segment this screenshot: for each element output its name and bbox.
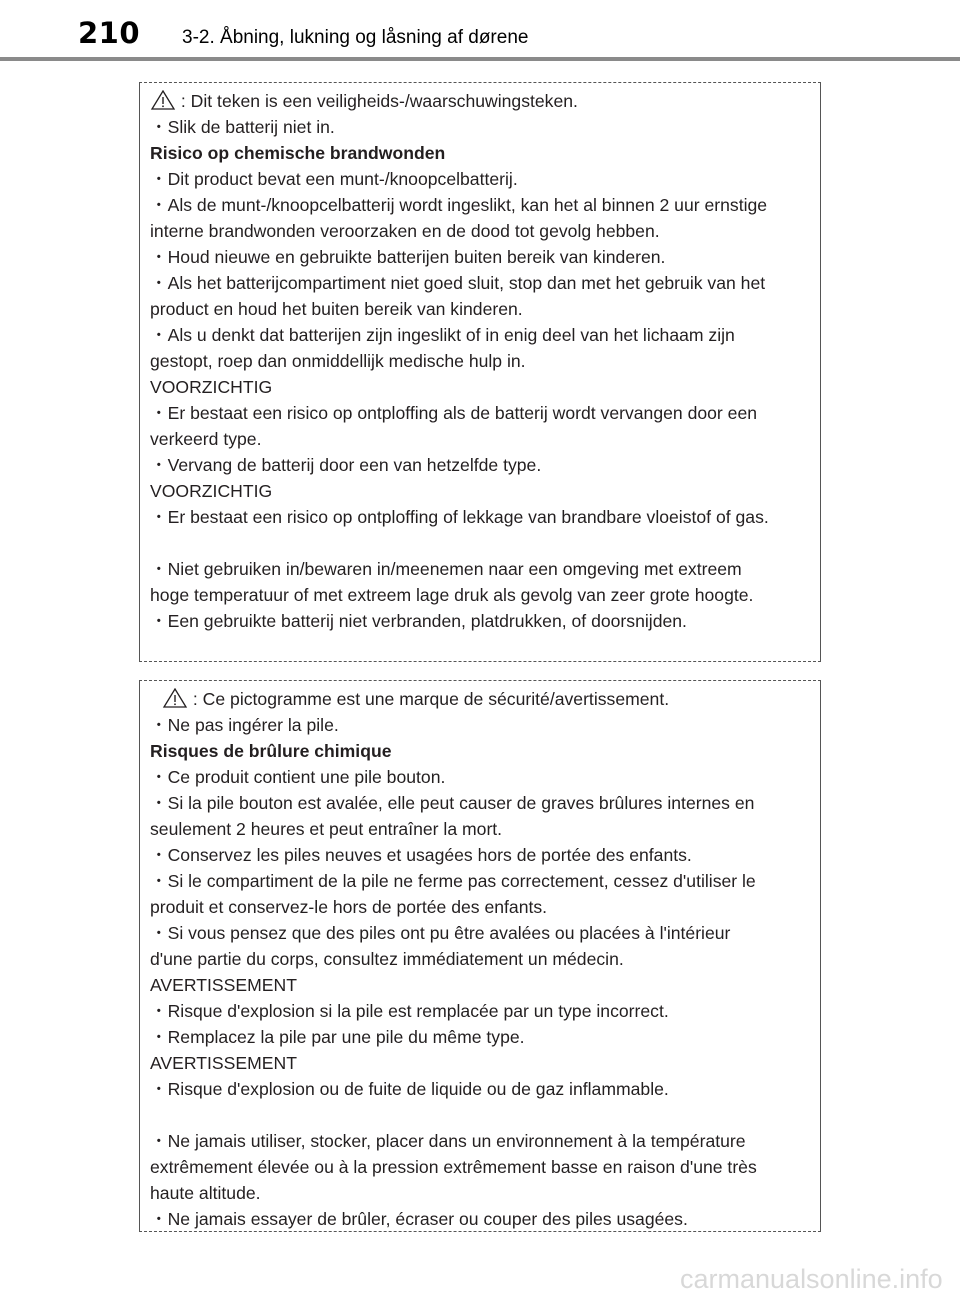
text-line: ・Ne jamais utiliser, stocker, placer dans un environnement à la température <box>150 1131 746 1151</box>
warning-triangle-icon <box>150 90 176 110</box>
page-header <box>0 0 960 62</box>
text-line: ・Een gebruikte batterij niet verbranden, platdrukken, of doorsnijden. <box>150 611 687 631</box>
text-line: ・Er bestaat een risico op ontploffing als de batterij wordt vervangen door een <box>150 403 758 423</box>
box-bottom-border <box>139 661 821 662</box>
text-line: extrêmement élevée ou à la pression extrêmement basse en raison d'une très <box>150 1157 757 1177</box>
text-line: produit et conservez-le hors de portée des enfants. <box>150 897 548 917</box>
text-line: ・Risque d'explosion si la pile est remplacée par un type incorrect. <box>150 1001 669 1021</box>
text-line: ・Dit product bevat een munt-/knoopcelbatterij. <box>150 169 518 189</box>
page-number: 210 <box>78 16 141 50</box>
text-line: ・Ne pas ingérer la pile. <box>150 715 339 735</box>
warning-symbol-text: : Ce pictogramme est une marque de sécurité/avertissement. <box>188 689 670 709</box>
heading-chemical-burns: Risico op chemische brandwonden <box>150 143 446 163</box>
warning-box-french <box>139 680 821 1232</box>
warning-label: AVERTISSEMENT <box>150 1053 297 1073</box>
box-content <box>150 88 812 634</box>
text-line: ・Als het batterijcompartiment niet goed sluit, stop dan met het gebruik van het <box>150 273 766 293</box>
text-line: hoge temperatuur of met extreem lage druk als gevolg van zeer grote hoogte. <box>150 585 754 605</box>
text-line: ・Si la pile bouton est avalée, elle peut causer de graves brûlures internes en <box>150 793 755 813</box>
text-line: ・Vervang de batterij door een van hetzelfde type. <box>150 455 542 475</box>
text-line: ・Niet gebruiken in/bewaren in/meenemen naar een omgeving met extreem <box>150 559 742 579</box>
header-rule <box>0 57 960 61</box>
text-line: ・Als u denkt dat batterijen zijn ingeslikt of in enig deel van het lichaam zijn <box>150 325 735 345</box>
spacer <box>150 530 812 556</box>
warning-label: AVERTISSEMENT <box>150 975 297 995</box>
text-line: interne brandwonden veroorzaken en de dood tot gevolg hebben. <box>150 221 660 241</box>
text-line: ・Slik de batterij niet in. <box>150 117 335 137</box>
warning-box-dutch <box>139 82 821 662</box>
text-line: ・Si le compartiment de la pile ne ferme pas correctement, cessez d'utiliser le <box>150 871 756 891</box>
text-line: ・Ne jamais essayer de brûler, écraser ou couper des piles usagées. <box>150 1209 688 1229</box>
text-line: ・Risque d'explosion ou de fuite de liquide ou de gaz inflammable. <box>150 1079 669 1099</box>
box-top-border <box>139 680 821 681</box>
warning-triangle-icon <box>162 688 188 708</box>
warning-symbol-line <box>150 88 812 114</box>
text-line: seulement 2 heures et peut entraîner la mort. <box>150 819 503 839</box>
watermark: carmanualsonline.info <box>680 1264 943 1294</box>
text-line: d'une partie du corps, consultez immédiatement un médecin. <box>150 949 624 969</box>
text-line: ・Als de munt-/knoopcelbatterij wordt ingeslikt, kan het al binnen 2 uur ernstige <box>150 195 768 215</box>
text-line: ・Conservez les piles neuves et usagées hors de portée des enfants. <box>150 845 692 865</box>
text-line: gestopt, roep dan onmiddellijk medische hulp in. <box>150 351 526 371</box>
box-top-border <box>139 82 821 83</box>
text-line: product en houd het buiten bereik van kinderen. <box>150 299 523 319</box>
caution-label: VOORZICHTIG <box>150 377 273 397</box>
text-line: ・Er bestaat een risico op ontploffing of lekkage van brandbare vloeistof of gas. <box>150 507 769 527</box>
text-line: verkeerd type. <box>150 429 262 449</box>
text-line: ・Houd nieuwe en gebruikte batterijen buiten bereik van kinderen. <box>150 247 666 267</box>
text-line: ・Remplacez la pile par une pile du même type. <box>150 1027 525 1047</box>
warning-symbol-line <box>150 686 812 712</box>
caution-label: VOORZICHTIG <box>150 481 273 501</box>
box-bottom-border <box>139 1231 821 1232</box>
box-content <box>150 686 812 1232</box>
warning-symbol-text: : Dit teken is een veiligheids-/waarschuwingsteken. <box>176 91 578 111</box>
text-line: ・Ce produit contient une pile bouton. <box>150 767 446 787</box>
section-title: 3-2. Åbning, lukning og låsning af dørene <box>182 27 529 48</box>
text-line: haute altitude. <box>150 1183 261 1203</box>
spacer <box>150 1102 812 1128</box>
text-line: ・Si vous pensez que des piles ont pu être avalées ou placées à l'intérieur <box>150 923 731 943</box>
heading-chemical-burns: Risques de brûlure chimique <box>150 741 392 761</box>
